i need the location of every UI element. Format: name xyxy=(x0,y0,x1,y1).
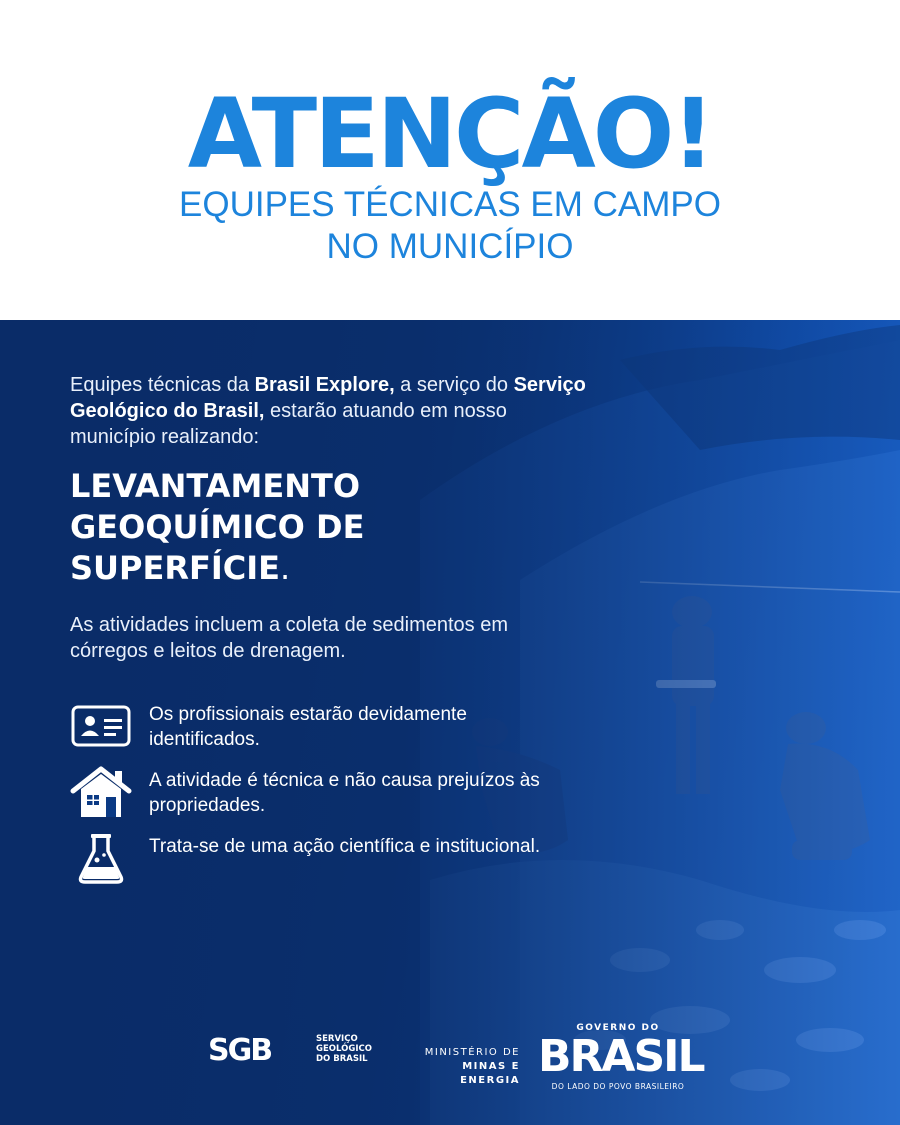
fact-text: A atividade é técnica e não causa prejuízos às propriedades. xyxy=(149,770,540,816)
sgb-logo xyxy=(208,1031,378,1071)
sgb-logo-mark: SGB xyxy=(208,1033,272,1068)
intro-text-2: a serviço do xyxy=(394,374,514,396)
subtitle-line-2: NO MUNICÍPIO xyxy=(326,227,574,266)
headline-line-3-text: SUPERFÍCIE xyxy=(70,549,280,587)
fact-text: Os profissionais estarão devidamente identificados. xyxy=(149,704,467,750)
headline-line-3 xyxy=(70,548,590,589)
subtitle-line-1: EQUIPES TÉCNICAS EM CAMPO xyxy=(179,185,721,224)
gov-logo-tagline: DO LADO DO POVO BRASILEIRO xyxy=(551,1082,685,1091)
header xyxy=(0,0,900,320)
facts-list xyxy=(68,698,628,896)
intro-text-1: Equipes técnicas da xyxy=(70,374,255,396)
list-item xyxy=(68,830,628,896)
sgb-name-line-2: GEOLÓGICO xyxy=(316,1044,372,1054)
activities-paragraph: As atividades incluem a coleta de sedimentos em córregos e leitos de drenagem. xyxy=(70,614,509,662)
government-logo xyxy=(538,1022,704,1094)
ministry-logo xyxy=(400,1046,520,1088)
intro-paragraph xyxy=(70,372,590,450)
sgb-logo-name xyxy=(316,1034,386,1064)
intro-text-3: estarão atuando em nosso município realizando: xyxy=(70,400,507,448)
footer-logos xyxy=(0,1010,900,1110)
list-item xyxy=(68,764,628,830)
headline xyxy=(70,466,590,589)
intro-bold-sgb: Serviço Geológico do Brasil, xyxy=(70,374,586,422)
headline-dot: . xyxy=(280,549,291,587)
list-item xyxy=(68,698,628,764)
fact-text: Trata-se de uma ação científica e institucional. xyxy=(149,836,541,857)
page-title: ATENÇÃO! xyxy=(187,78,713,190)
sgb-name-line-3: DO BRASIL xyxy=(316,1054,368,1064)
id-card-icon xyxy=(68,698,134,754)
house-icon xyxy=(68,764,134,820)
headline-line-1: LEVANTAMENTO xyxy=(70,467,361,505)
ministry-line-1: MINISTÉRIO DE xyxy=(424,1047,520,1058)
ministry-line-2: MINAS E ENERGIA xyxy=(460,1061,520,1086)
sgb-name-line-1: SERVIÇO xyxy=(316,1034,358,1044)
gov-logo-top: GOVERNO DO xyxy=(576,1023,660,1033)
intro-bold-brasil-explore: Brasil Explore, xyxy=(254,374,395,396)
flask-icon xyxy=(68,830,134,886)
gov-logo-brasil: BRASIL xyxy=(538,1031,704,1082)
main-panel xyxy=(0,320,900,1125)
headline-line-2: GEOQUÍMICO DE xyxy=(70,508,365,546)
page-subtitle xyxy=(0,184,900,268)
